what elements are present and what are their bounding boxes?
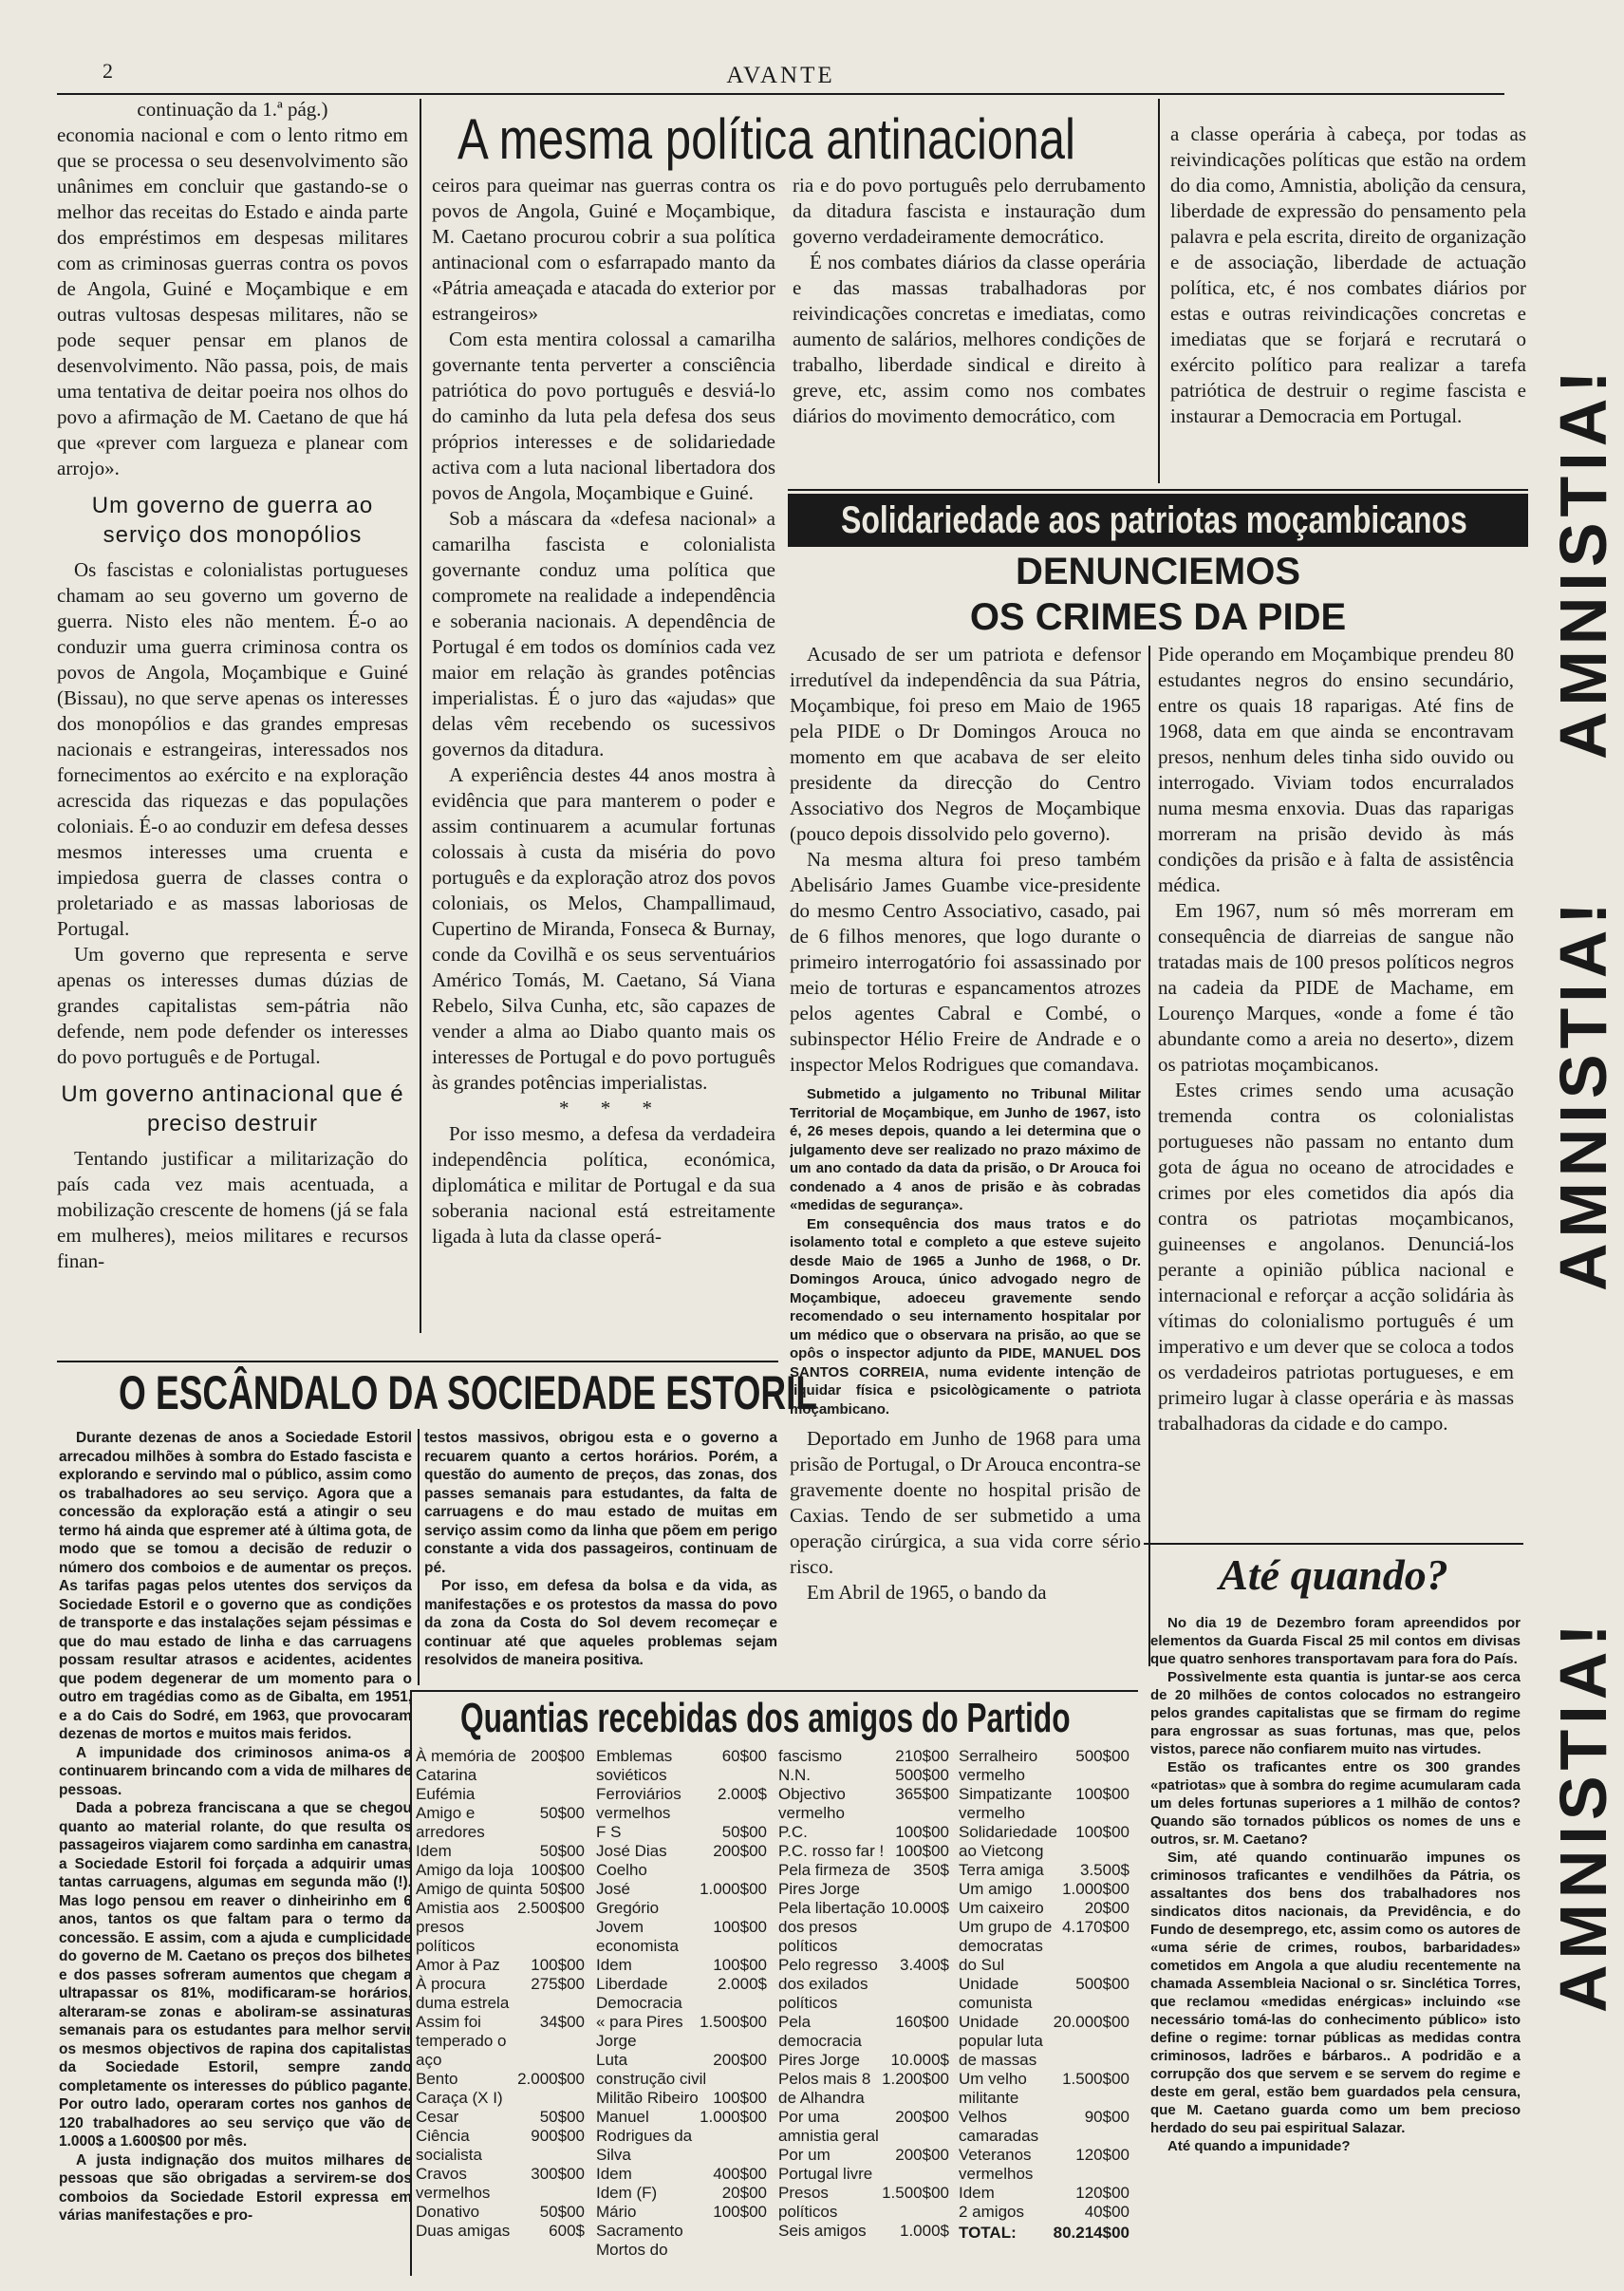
list-item: Pires Jorge 10.000$ (778, 2051, 949, 2069)
list-item: Pela firmeza de Pires Jorge 350$ (778, 1861, 949, 1898)
list-item: Idem 120$00 (959, 2184, 1129, 2202)
list-item: Idem (F) 20$00 (596, 2184, 767, 2202)
section-rule (57, 1361, 778, 1362)
list-item: 2 amigos 40$00 (959, 2203, 1129, 2221)
paragraph: A impunidade dos criminosos anima-os a continuarem brincando com a vida de milhares de pessoas. (59, 1744, 412, 1798)
article-main-col2 (432, 173, 775, 1350)
paragraph: Um governo que representa e serve apenas os interesses dumas dúzias de grandes capitalistas sem-pátria não defende, nem pode defender os interesses do povo português e de Portugal. (57, 943, 408, 1068)
list-item: Por uma amnistia geral 200$00 (778, 2108, 949, 2145)
masthead-title: AVANTE (726, 63, 835, 88)
list-item: Simpatizante vermelho 100$00 (959, 1785, 1129, 1822)
list-item: Pelos mais 8 de Alhandra 1.200$00 (778, 2070, 949, 2107)
pide-note (790, 1085, 1141, 1418)
list-item: Amistia aos presos políticos 2.500$00 (416, 1899, 585, 1955)
paragraph: economia nacional e com o lento ritmo em que se processa o seu desenvolvimento são unânimes em concluir que gastando-se o melhor das receitas do Estado e ainda parte dos empréstimos em despesas militares com as criminosas guerras contra os povos de Angola, Guiné e Moçambique e em outras vultosas despesas militares, não se pode sequer pensar em planos de desenvolvimento. Não passa, pois, de mais uma tentativa de deitar poeira nos olhos do povo a afirmação de M. Caetano de que há que «prever com largueza e planear com arrojo». (57, 123, 408, 479)
margin-amnistia-1: AMNISTIA! (1546, 365, 1620, 760)
pide-title-1: DENUNCIEMOS (1015, 551, 1301, 592)
list-item: Por um Portugal livre 200$00 (778, 2146, 949, 2183)
list-item: Idem 400$00 (596, 2165, 767, 2183)
estoril-col-a (59, 1429, 412, 2264)
column-rule (418, 1429, 420, 1685)
article-main-title: A mesma política antinacional (457, 107, 1075, 171)
article-main-col3 (793, 173, 1146, 486)
section-rule (1144, 1543, 1523, 1545)
list-item: Assim foi temperado o aço 34$00 (416, 2013, 585, 2069)
paragraph: Com esta mentira colossal a camarilha governante tenta perverter a consciência patriótica do povo português e desviá-lo do caminho da luta pela defesa dos seus próprios interesses e de solidariedade activa com a luta nacional libertadora dos povos de Angola, Moçambique e Guiné. (432, 328, 775, 504)
column-rule (1158, 99, 1160, 483)
paragraph: Na mesma altura foi preso também Abelisário James Guambe vice-presidente do mesmo Centro Associativo, casado, pai de 6 filhos menores, que logo durante o primeiro interrogatório foi assassinado por meio de torturas e espancamentos atrozes pelos agentes Cabral e Combé, o subinspector Hélio Freire de Andrade e o inspector Melos Rodrigues que comandava. (790, 848, 1141, 1076)
list-item: Emblemas soviéticos 60$00 (596, 1747, 767, 1784)
section-stars: * * * (559, 1097, 665, 1119)
paragraph: Sob a máscara da «defesa nacional» a camarilha fascista e colonialista governante conduz uma política que compromete na realidade a independência e soberania nacionais. A dependência de Portugal é em todos os domínios cada vez maior em relação às grandes potências imperialistas. É o juro das «ajudas» que delas vêm recebendo os sucessivos governos da ditadura. (432, 507, 775, 761)
list-item: Um velho militante 1.500$00 (959, 2070, 1129, 2107)
list-item: Seis amigos 1.000$ (778, 2222, 949, 2240)
continuation-note: continuação da 1.ª pág.) (137, 98, 328, 121)
list-item: Unidade popular luta de massas 20.000$00 (959, 2013, 1129, 2069)
list-item: Bento Caraça (X I) 2.000$00 (416, 2070, 585, 2107)
pide-kicker-bar (788, 494, 1528, 547)
list-item: Amigo de quinta 50$00 (416, 1880, 585, 1898)
list-item: Pela democracia 160$00 (778, 2013, 949, 2050)
paragraph: testos massivos, obrigou esta e o governo a recuarem quanto a certos horários. Porém, a questão do aumento de preços, das zonas, dos passes semanais para estudantes, da falta de carruagens e do mau estado de muitas em serviço assim como da linha que põem em perigo constante a vida dos passageiros, continuam de pé. (424, 1430, 777, 1576)
article-main-col1 (57, 97, 408, 1326)
list-item: P.C. 100$00 (778, 1823, 949, 1841)
quantias-col-2 (596, 1747, 767, 2260)
paragraph: Estes crimes sendo uma acusação tremenda contra os colonialistas portugueses não passam no entanto dum gota de água no oceano de atrocidades e crimes por eles cometidos dia após dia contra os patriotas moçambicanos, guineenses e angolanos. Denunciá-los perante a opinião pública nacional e internacional e reforçar a acção solidária às vítimas do colonialismo português é um imperativo e um dever que se coloca a todos os verdadeiros patriotas portugueses, e em primeiro lugar à classe operária e às massas trabalhadoras da cidade e do campo. (1158, 1079, 1514, 1435)
list-item: Um amigo 1.000$00 (959, 1880, 1129, 1898)
quantias-col-4 (959, 1747, 1129, 2243)
ate-quando-title: Até quando? (1219, 1550, 1448, 1599)
pide-title-2: OS CRIMES DA PIDE (969, 596, 1347, 638)
paragraph: Por isso mesmo, a defesa da verdadeira independência política, económica, diplomática e militar de Portugal e da sua soberania nacional está estreitamente ligada à luta da classe operá- (432, 1122, 775, 1248)
list-item: F S 50$00 (596, 1823, 767, 1841)
paragraph: A experiência destes 44 anos mostra à evidência que para manterem o poder e assim continuarem a acumular fortunas colossais à custa da miséria do povo português e da exploração atroz dos povos coloniais, os Melos, Champallimaud, Cupertino de Miranda, Fonseca & Burnay, conde da Covilhã e os seus serventuários Américo Tomás, M. Caetano, Sá Viana Rebelo, Silva Cunha, etc, são capazes de vender a alma ao Diabo quanto mais os interesses de Portugal e do povo português às grandes potências imperialistas. (432, 763, 775, 1094)
paragraph: Dada a pobreza franciscana a que se chegou quanto ao material rolante, do que resulta os passageiros viajarem como sardinha em canastra, a Sociedade Estoril foi forçada a adquirir umas tantas carruagens, algumas em segunda mão (!). Mas logo pensou em reaver o dinheirinho em 6 anos, tantos os que faltam para o termo da concessão. E assim, com a ajuda e cumplicidade do governo de M. Caetano os preços dos bilhetes e dos passes sofreram aumentos que chegam a ultrapassar os 81%, modificaram-se horários, alteraram-se zonas e aboliram-se assinaturas semanais para os estudantes para melhor servir os mesmos objectivos de rapina dos capitalistas da Sociedade Estoril, sempre zando completamente os interesses do público pagante. Por outro lado, operaram cortes nos ganhos de 120 trabalhadores ao seu serviço que vão de 1.000$ a 1.600$00 por mês. (59, 1800, 412, 2150)
paragraph: Durante dezenas de anos a Sociedade Estoril arrecadou milhões à sombra do Estado fascista e explorando e servindo mal o público, assim como os trabalhadores ao seu serviço. Agora que a concessão da exploração está a atingir o seu termo há ainda que espremer até à última gota, de modo que se tomou a decisão de reduzir o número dos comboios e de aumentar os preços. As tarifas pagas pelos utentes dos serviços da Sociedade Estoril e o governo que as condições de transporte e das instalações sejam péssimas e que do mau estado de linha e das carruagens possam resultar atrasos e acidentes, acidentes que podem degenerar de um momento para o outro em tragédias como as de Gibalta, em 1951, e a do Cais do Sodré, em 1963, que provocaram dezenas de mortos e muitos mais feridos. (59, 1430, 412, 1742)
paragraph: A justa indignação dos muitos milhares de pessoas que são obrigadas a servirem-se dos comboios da Sociedade Estoril expressa em várias manifestações e pro- (59, 2151, 412, 2224)
list-item: Jovem economista 100$00 (596, 1918, 767, 1955)
list-item: fascismo 210$00 (778, 1747, 949, 1765)
subheading: Um governo antinacional que é preciso destruir (61, 1081, 404, 1136)
list-item: Unidade comunista 500$00 (959, 1975, 1129, 2012)
paragraph: Possìvelmente esta quantia is juntar-se aos cerca de 20 milhões de contos colocados no estrangeiro pelos grandes capitalistas que se firmam do regime para engrossar as suas fortunas, mas que, pelos vistos, parece não confiarem muito nas virtudes. (1150, 1669, 1521, 1757)
list-item: Militão Ribeiro 100$00 (596, 2089, 767, 2107)
pide-kicker: Solidariedade aos patriotas moçambicanos (841, 499, 1467, 541)
list-item: Cesar 50$00 (416, 2108, 585, 2126)
list-item: Luta construção civil 200$00 (596, 2051, 767, 2088)
list-item: Um grupo de democratas do Sul 4.170$00 (959, 1918, 1129, 1974)
list-item: Idem 100$00 (596, 1956, 767, 1974)
list-item: Mário Sacramento 100$00 (596, 2203, 767, 2240)
quantias-total: TOTAL: 80.214$00 (959, 2224, 1129, 2242)
column-rule (420, 99, 421, 1333)
list-item: Ciência socialista 900$00 (416, 2127, 585, 2164)
section-rule (788, 489, 1528, 491)
margin-amnistia-3: AMNISTIA! (1546, 1618, 1620, 2013)
list-item: Amigo e arredores 50$00 (416, 1804, 585, 1841)
paragraph: ceiros para queimar nas guerras contra os povos de Angola, Guiné e Moçambique, M. Caetano procurou cobrir a sua política antinacional com o esfarrapado manto da «Pátria ameaçada e atacada do exterior por estrangeiros» (432, 174, 775, 325)
article-main-col4 (1170, 122, 1526, 490)
paragraph: a classe operária à cabeça, por todas as reivindicações políticas que estão na ordem do dia como, Amnistia, abolição da censura, liberdade de expressão do pensamento pela palavra e pela escrita, direito de organização e de associação, liberdade de actuação política, etc, é nos combates diários por estas e outras reivindicações concretas e imediatas que se forjará e recrutará o exército político para realizar a tarefa patriótica de destruir o regime fascista e instaurar a Democracia em Portugal. (1170, 122, 1526, 427)
list-item: À memória de Catarina Eufémia 200$00 (416, 1747, 585, 1803)
list-item: Mortos do (596, 2241, 668, 2259)
list-item: Presos políticos 1.500$00 (778, 2184, 949, 2221)
column-rule (1148, 646, 1150, 1666)
estoril-title: O ESCÂNDALO DA SOCIEDADE ESTORIL (119, 1366, 817, 1419)
paragraph: Sim, até quando continuarão impunes os criminosos traficantes e vendilhões da Pátria, os assaltantes dos bens dos trabalhadores nos sindicatos ditos nacionais, da Previdência, e do Fundo de desemprego, etc, assim como os autores de «uma série de crimes, roubos, barbaridades» cometidos em Angola a que aludiu recentemente na chamada Assembleia Nacional o sr. Sinclética Torres, que reclamou «medidas enérgicas» incluindo «se necessário tomá-las do conhecimento público» isto define o regime: tornar públicas as medidas contra criminosos, ladrões e bárbaros.. A podridão e a corrupção dos que servem e se servem do regime e deste em geral, estão bem guardados pela censura, que M. Caetano guarda como um bem precioso herdado do seu pai espiritual Salazar. (1150, 1850, 1521, 2136)
list-item: Serralheiro vermelho 500$00 (959, 1747, 1129, 1784)
list-item: Amigo da loja 100$00 (416, 1861, 585, 1879)
list-item: Cravos vermelhos 300$00 (416, 2165, 585, 2202)
paragraph: Submetido a julgamento no Tribunal Militar Territorial de Moçambique, em Junho de 1967, isto é, 26 meses depois, quando a lei determina que o julgamento deve ser realizado no prazo máximo de um ano contado da data da prisão, o Dr Arouca foi condenado a 4 anos de prisão e às cobradas «medidas de segurança». (790, 1086, 1141, 1213)
list-item: Idem 50$00 (416, 1842, 585, 1860)
paragraph: Acusado de ser um patriota e defensor irredutível da independência da sua Pátria, Moçambique, foi preso em Maio de 1965 pela PIDE o Dr Domingos Arouca no momento em que acabava de ser eleito presidente da direcção do Centro Associativo dos Negros de Moçambique (pouco depois dissolvido pelo governo). (790, 643, 1141, 845)
paragraph: ria e do povo português pelo derrubamento da ditadura fascista e instauração dum governo verdadeiramente democrático. (793, 174, 1146, 248)
list-item: Ferroviários vermelhos 2.000$ (596, 1785, 767, 1822)
list-item: Velhos camaradas 90$00 (959, 2108, 1129, 2145)
paragraph: Em Abril de 1965, o bando da (807, 1581, 1047, 1604)
list-item: À procura duma estrela 275$00 (416, 1975, 585, 2012)
paragraph: Pide operando em Moçambique prendeu 80 estudantes negros do ensino secundário, entre os quais 18 raparigas. Até fins de 1968, data em que ainda se encontravam presos, nenhum deles tinha sido ouvido ou interrogado. Viviam todos encurralados numa mesma enxovia. Duas das raparigas morreram na prisão devido às más condições da prisão e à falta de assistência médica. (1158, 643, 1514, 896)
pide-col-b (1158, 642, 1514, 1534)
list-item: « para Pires Jorge 1.500$00 (596, 2013, 767, 2050)
list-item: Duas amigas 600$ (416, 2222, 585, 2240)
subheading: Um governo de guerra ao serviço dos monopólios (91, 493, 374, 548)
list-item: P.C. rosso far ! 100$00 (778, 1842, 949, 1860)
paragraph: Até quando a impunidade? (1167, 2138, 1351, 2154)
quantias-title: Quantias recebidas dos amigos do Partido (460, 1695, 1071, 1741)
page-number: 2 (103, 59, 113, 83)
quantias-col-1 (416, 1747, 585, 2241)
list-item: Solidariedade ao Vietcong 100$00 (959, 1823, 1129, 1860)
list-item: Terra amiga 3.500$ (959, 1861, 1129, 1879)
estoril-col-b (424, 1429, 777, 1685)
list-item: Objectivo vermelho 365$00 (778, 1785, 949, 1822)
masthead-rule (57, 93, 1504, 95)
list-item: Liberdade Democracia 2.000$ (596, 1975, 767, 2012)
paragraph: No dia 19 de Dezembro foram apreendidos por elementos da Guarda Fiscal 25 mil contos em divisas que quatro senhores transportavam para fora do País. (1150, 1615, 1521, 1667)
list-item: Pela libertação dos presos políticos 10.000$ (778, 1899, 949, 1955)
paragraph: Deportado em Junho de 1968 para uma prisão de Portugal, o Dr Arouca encontra-se gravemente doente no hospital prisão de Caxias. Tendo de ser submetido a uma operação cirúrgica, a sua vida corre sério risco. (790, 1427, 1141, 1578)
paragraph: Em consequência dos maus tratos e do isolamento total e completo a que esteve sujeito desde Maio de 1965 a Junho de 1968, o Dr. Domingos Arouca, único advogado negro de Moçambique, adoeceu gravemente sendo recomendado o seu internamento hospitalar por um médico que o observara na prisão, ao que se opôs o inspector adjunto da PIDE, MANUEL DOS SANTOS CORREIA, numa evidente intenção de liquidar física e psicològicamente o patriota moçambicano. (790, 1215, 1141, 1418)
ate-quando-body (1150, 1614, 1521, 2269)
paragraph: Os fascistas e colonialistas portugueses chamam ao seu governo um governo de guerra. Nisto eles não mentem. É-o ao conduzir uma guerra criminosa contra os povos de Angola, Moçambique e Guiné (Bissau), no que serve apenas os interesses dos monopólios e das grandes empresas nacionais e estrangeiras, interessados nos fornecimentos ao exército e na exploração acrescida das riquezas e das populações coloniais. É-o ao conduzir em defesa desses mesmos interesses uma cruenta e impiedosa guerra de classes contra o proletariado e as massas laboriosas de Portugal. (57, 558, 408, 940)
list-item: Amor à Paz 100$00 (416, 1956, 585, 1974)
list-item: Um caixeiro 20$00 (959, 1899, 1129, 1917)
paragraph: Tentando justificar a militarização do país cada vez mais acentuada, a mobilização crescente de homens (já se fala em mulheres), meios militares e recursos finan- (57, 1147, 408, 1272)
list-item: Manuel Rodrigues da Silva 1.000$00 (596, 2108, 767, 2164)
list-item: Pelo regresso dos exilados políticos 3.400$ (778, 1956, 949, 2012)
pide-col-a (790, 642, 1141, 1667)
paragraph: Estão os traficantes entre os 300 grandes «patriotas» que à sombra do regime acumularam cada um deles fortunas superiores a 1 milhão de contos? Quando são tornados públicos os nomes de uns e outros, sr. M. Caetano? (1150, 1759, 1521, 1848)
list-item: Donativo 50$00 (416, 2203, 585, 2221)
list-item: José Dias Coelho 200$00 (596, 1842, 767, 1879)
paragraph: Por isso, em defesa da bolsa e da vida, as manifestações e os protestos da massa do povo da zona da Costa do Sol devem recomeçar e continuar até que aqueles problemas sejam resolvidos de maneira positiva. (424, 1578, 777, 1668)
list-item: José Gregório 1.000$00 (596, 1880, 767, 1917)
margin-amnistia-2: AMNISTIA! (1546, 896, 1620, 1291)
paragraph: É nos combates diários da classe operária e das massas trabalhadoras por reivindicações concretas e imediatas, como aumento de salários, melhores condições de trabalho, liberdade sindical e direito à greve, etc, assim como nos combates diários do movimento democrático, com (793, 251, 1146, 427)
paragraph: Em 1967, num só mês morreram em consequência de diarreias de sangue não tratadas mais de 100 presos políticos negros na cadeia da PIDE de Machame, em Lourenço Marques, «onde a fome é tão abundante como a areia no deserto», dizem os patriotas moçambicanos. (1158, 899, 1514, 1076)
quantias-col-3 (778, 1747, 949, 2241)
list-item: Veteranos vermelhos 120$00 (959, 2146, 1129, 2183)
list-item: N.N. 500$00 (778, 1766, 949, 1784)
